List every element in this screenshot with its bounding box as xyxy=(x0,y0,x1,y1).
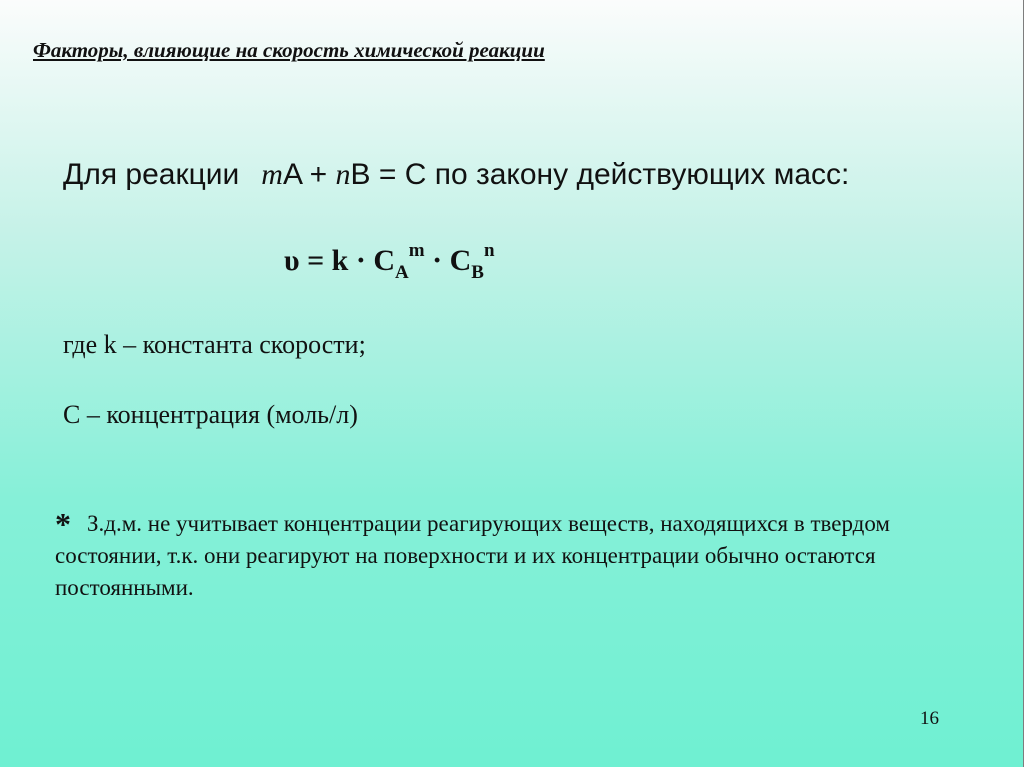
coef-m: m xyxy=(261,158,283,191)
formula-sub-a: A xyxy=(395,262,409,283)
formula-mid: · C xyxy=(424,244,472,277)
formula-sup-m: m xyxy=(408,240,425,261)
formula-sup-n: n xyxy=(483,240,495,261)
intro-rest: B = C по закону действующих масс: xyxy=(350,158,850,191)
reaction-intro xyxy=(63,158,849,192)
formula-lhs: υ = k · C xyxy=(284,244,396,277)
footnote xyxy=(55,508,985,604)
asterisk-icon: * xyxy=(55,506,71,542)
coef-n: n xyxy=(335,158,351,191)
slide-title: Факторы, влияющие на скорость химической реакции xyxy=(33,38,545,62)
formula-sub-b: B xyxy=(471,262,484,283)
intro-prefix: Для реакции xyxy=(63,158,240,191)
intro-a-plus: A + xyxy=(282,158,336,191)
concentration-definition: C – концентрация (моль/л) xyxy=(63,400,358,429)
rate-law-formula xyxy=(284,240,495,283)
rate-constant-definition: где k – константа скорости; xyxy=(63,330,366,359)
page-number: 16 xyxy=(920,708,939,729)
footnote-text: З.д.м. не учитывает концентрации реагирующих веществ, находящихся в твердом состоянии, т.к. они реагируют на поверхности и их концентрации обычно остаются постоянными. xyxy=(55,511,890,600)
